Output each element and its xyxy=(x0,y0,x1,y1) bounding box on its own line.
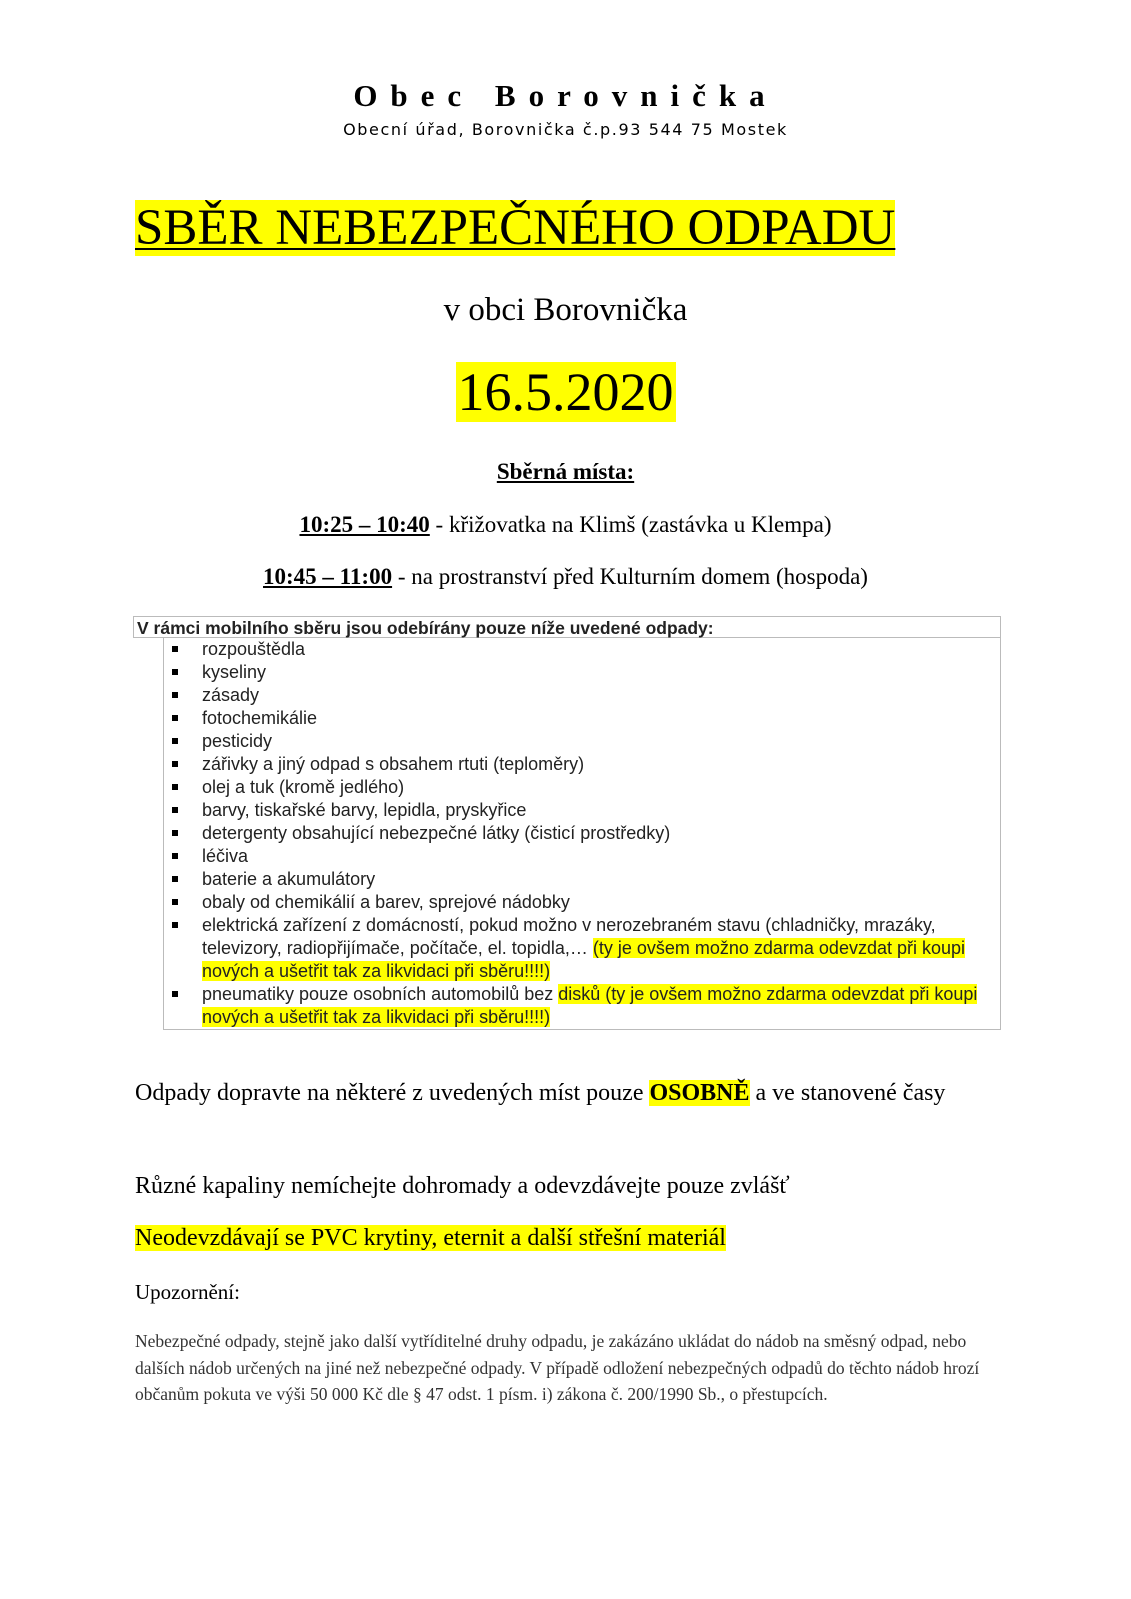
list-item-text: obaly od chemikálií a barev, sprejové nádobky xyxy=(202,892,570,912)
list-item xyxy=(164,845,1000,868)
subheadline: v obci Borovnička xyxy=(443,292,688,328)
collection-point-description: - křižovatka na Klimš (zastávka u Klempa) xyxy=(429,512,832,537)
square-bullet-icon xyxy=(172,807,178,813)
collection-point-1 xyxy=(0,511,1131,539)
list-item xyxy=(164,799,1000,822)
waste-list-header: V rámci mobilního sběru jsou odebírány pouze níže uvedené odpady: xyxy=(133,616,1001,638)
date-text: 16.5.2020 xyxy=(457,362,674,422)
collection-date xyxy=(0,360,1131,424)
list-item xyxy=(164,730,1000,753)
list-item-text: fotochemikálie xyxy=(202,708,318,728)
square-bullet-icon xyxy=(172,876,178,882)
emphasis-personally: OSOBNĚ xyxy=(649,1080,750,1106)
list-item-text: kyseliny xyxy=(202,662,267,682)
list-item xyxy=(164,753,1000,776)
list-item xyxy=(164,822,1000,845)
square-bullet-icon xyxy=(172,669,178,675)
waste-list xyxy=(164,638,1000,1029)
instruction-personal-delivery xyxy=(135,1077,985,1110)
square-bullet-icon xyxy=(172,922,178,928)
square-bullet-icon xyxy=(172,646,178,652)
list-item-text: detergenty obsahující nebezpečné látky (čisticí prostředky) xyxy=(202,823,671,843)
list-item-tires xyxy=(164,983,1000,1029)
highlighted-note: disků (ty je ovšem možno zdarma odevzdat při koupi nových a ušetřit tak za likvidaci při sběru!!!!) xyxy=(202,984,978,1027)
list-item-text: baterie a akumulátory xyxy=(202,869,376,889)
list-item-text: rozpouštědla xyxy=(202,639,306,659)
main-headline xyxy=(135,200,895,256)
square-bullet-icon xyxy=(172,991,178,997)
list-item xyxy=(164,891,1000,914)
list-item-text: elektrická zařízení z domácností, pokud možno v nerozebraném stavu (chladničky, mrazáky, televizory, radiopřijímače, počítače, el. topidla,… xyxy=(202,915,936,958)
square-bullet-icon xyxy=(172,738,178,744)
collection-points-title: Sběrná místa: xyxy=(496,459,635,484)
collection-point-time: 10:45 – 11:00 xyxy=(263,564,393,589)
instruction-text: a ve stanovené časy xyxy=(749,1080,946,1106)
square-bullet-icon xyxy=(172,784,178,790)
list-item xyxy=(164,707,1000,730)
instruction-liquids: Různé kapaliny nemíchejte dohromady a odevzdávejte pouze zvlášť xyxy=(135,1173,790,1199)
square-bullet-icon xyxy=(172,761,178,767)
square-bullet-icon xyxy=(172,853,178,859)
municipality-name: Obec Borovnička xyxy=(353,78,778,113)
collection-point-2 xyxy=(0,563,1131,591)
square-bullet-icon xyxy=(172,692,178,698)
square-bullet-icon xyxy=(172,899,178,905)
list-item-text: pneumatiky pouze osobních automobilů bez xyxy=(202,984,559,1004)
collection-point-time: 10:25 – 10:40 xyxy=(299,512,430,537)
list-item-text: pesticidy xyxy=(202,731,273,751)
list-item xyxy=(164,661,1000,684)
list-item xyxy=(164,684,1000,707)
square-bullet-icon xyxy=(172,715,178,721)
waste-list-box xyxy=(163,638,1001,1030)
instruction-not-accepted xyxy=(135,1222,726,1255)
highlighted-instruction: Neodevzdávají se PVC krytiny, eternit a další střešní materiál xyxy=(135,1225,726,1251)
highlighted-note: (ty je ovšem možno zdarma odevzdat při koupi nových a ušetřit tak za likvidaci při sběru!!!!) xyxy=(202,938,966,981)
list-item xyxy=(164,776,1000,799)
notice-title: Upozornění: xyxy=(135,1280,240,1304)
instruction-text: Odpady dopravte na některé z uvedených míst pouze xyxy=(135,1080,650,1106)
list-item xyxy=(164,638,1000,661)
headline-text: SBĚR NEBEZPEČNÉHO ODPADU xyxy=(135,200,896,256)
list-item-text: léčiva xyxy=(202,846,249,866)
square-bullet-icon xyxy=(172,830,178,836)
list-item xyxy=(164,868,1000,891)
list-item-text: zásady xyxy=(202,685,260,705)
list-item-text: zářivky a jiný odpad s obsahem rtuti (teploměry) xyxy=(202,754,585,774)
list-item-text: olej a tuk (kromě jedlého) xyxy=(202,777,405,797)
collection-point-description: - na prostranství před Kulturním domem (hospoda) xyxy=(392,564,868,589)
list-item-text: barvy, tiskařské barvy, lepidla, pryskyřice xyxy=(202,800,527,820)
list-item-electrical xyxy=(164,914,1000,983)
office-address: Obecní úřad, Borovnička č.p.93 544 75 Mostek xyxy=(343,120,788,139)
notice-body: Nebezpečné odpady, stejně jako další vytříditelné druhy odpadu, je zakázáno ukládat do nádob na směsný odpad, nebo dalších nádob určených na jiné než nebezpečné odpady. V případě odložení nebezpečných odpadů do těchto nádob hrozí občanům pokuta ve výši 50 000 Kč dle § 47 odst. 1 písm. i) zákona č. 200/1990 Sb., o přestupcích. xyxy=(135,1331,980,1404)
